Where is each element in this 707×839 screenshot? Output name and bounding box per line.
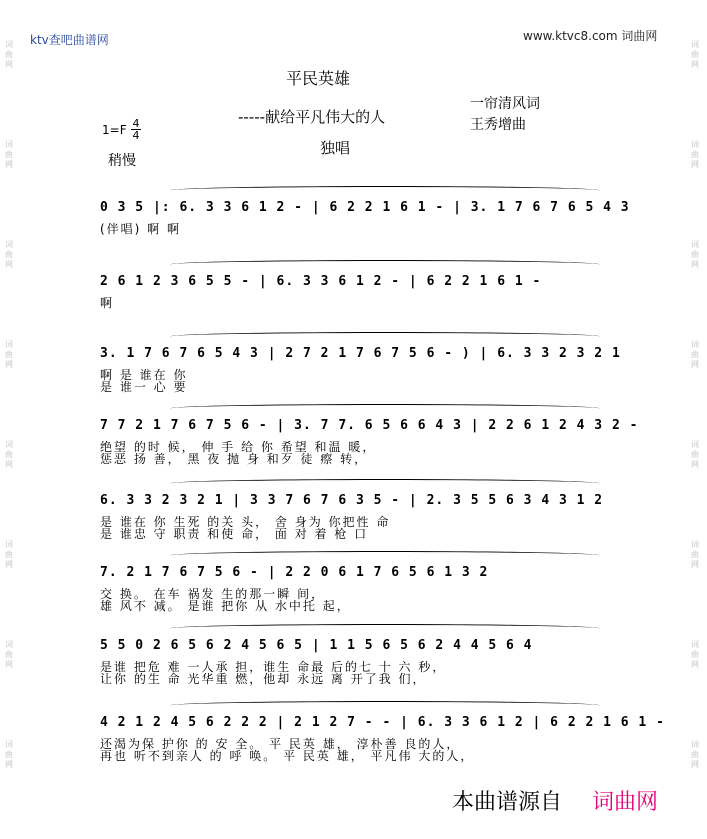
watermark-text: 词 曲 网 (691, 240, 699, 269)
watermark-text: 词 曲 网 (691, 140, 699, 169)
watermark-text: 词 曲 网 (5, 440, 13, 469)
notation-line: 7. 2 1 7 6 7 5 6 - | 2 2 0 6 1 7 6 5 6 1 3 2 (100, 565, 489, 580)
performance-type: 独唱 (320, 139, 351, 157)
slur (170, 624, 600, 633)
lyrics-line-2: 惩恶 扬 善， 黑 夜 抛 身 和歹 徒 瘵 转， (100, 452, 369, 466)
lyrics-line-1: 交 换。 在车 祸发 生的那一瞬 间， (100, 587, 326, 601)
watermark-text: 词 曲 网 (5, 540, 13, 569)
meter-top: 4 (132, 117, 140, 130)
lyrics-line-2: 是 谁一 心 要 (100, 380, 188, 394)
lyrics-line-1: 还渴为保 护你 的 安 全。 平 民英 雄， 淳朴善 良的人， (100, 737, 461, 751)
source-label: 本曲谱源自 (452, 790, 563, 815)
lyrics-line-1: 是 谁在 你 生死 的关 头， 舍 身为 你把性 命 (100, 515, 391, 529)
lyrics-line-1: (伴唱) 啊 啊 (100, 222, 181, 236)
tempo-marking: 稍慢 (108, 153, 136, 169)
slur (170, 551, 600, 560)
song-subtitle: -----献给平凡伟大的人 (238, 108, 386, 126)
notation-line: 4 2 1 2 4 5 6 2 2 2 | 2 1 2 7 - - | 6. 3 3 6 1 2 | 6 2 2 1 6 1 - (100, 715, 665, 730)
watermark-text: 词 曲 网 (691, 740, 699, 769)
watermark-text: 词 曲 网 (691, 540, 699, 569)
notation-line: 5 5 0 2 6 5 6 2 4 5 6 5 | 1 1 5 6 5 6 2 4 4 5 6 4 (100, 638, 533, 653)
composer-credit: 王秀增曲 (470, 117, 526, 133)
notation-line: 3. 1 7 6 7 6 5 4 3 | 2 7 2 1 7 6 7 5 6 - ) | 6. 3 3 2 3 2 1 (100, 346, 621, 361)
notation-line: 2 6 1 2 3 6 5 5 - | 6. 3 3 6 1 2 - | 6 2 2 1 6 1 - (100, 274, 542, 289)
song-title: 平民英雄 (286, 69, 351, 88)
watermark-text: 词 曲 网 (691, 40, 699, 69)
watermark-text: 词 曲 网 (691, 440, 699, 469)
lyrics-line-1: 啊 (100, 296, 115, 310)
watermark-text: 词 曲 网 (691, 640, 699, 669)
watermark-text: 词 曲 网 (5, 740, 13, 769)
watermark-text: 词 曲 网 (5, 140, 13, 169)
lyrics-line-2: 雄 风不 减。 是谁 把你 从 水中托 起， (100, 599, 351, 613)
site-right-label: www.ktvc8.com 词曲网 (523, 29, 658, 43)
slur (170, 479, 600, 488)
notation-line: 0 3 5 |: 6. 3 3 6 1 2 - | 6 2 2 1 6 1 - | 3. 1 7 6 7 6 5 4 3 (100, 200, 630, 215)
watermark-text: 词 曲 网 (5, 240, 13, 269)
watermark-text: 词 曲 网 (5, 40, 13, 69)
site-left-label: ktv查吧曲谱网 (30, 33, 109, 47)
lyricist-credit: 一帘清风词 (470, 96, 540, 112)
time-signature (131, 118, 141, 141)
notation-line: 7 7 2 1 7 6 7 5 6 - | 3. 7 7. 6 5 6 6 4 3 | 2 2 6 1 2 4 3 2 - (100, 418, 639, 433)
slur (170, 701, 600, 710)
meter-bottom: 4 (132, 129, 140, 142)
lyrics-line-1: 是谁 把危 难 一人承 担，谁生 命最 后的七 十 六 秒， (100, 660, 447, 674)
watermark-text: 词 曲 网 (5, 340, 13, 369)
slur (170, 404, 600, 413)
brand-label: 词曲网 (592, 790, 659, 815)
lyrics-line-2: 再也 听不到亲人 的 呼 唤。 平 民英 雄， 平凡伟 大的人， (100, 749, 475, 763)
watermark-text: 词 曲 网 (5, 640, 13, 669)
slur (170, 260, 600, 269)
key-signature: 1=F (102, 123, 127, 137)
slur (170, 332, 600, 341)
lyrics-line-2: 让你 的生 命 光华重 燃，他却 永远 离 开了我 们， (100, 672, 427, 686)
lyrics-line-1: 绝望 的时 候， 伸 手 给 你 希望 和温 暖， (100, 440, 377, 454)
watermark-text: 词 曲 网 (691, 340, 699, 369)
slur (170, 186, 600, 195)
notation-line: 6. 3 3 2 3 2 1 | 3 3 7 6 7 6 3 5 - | 2. 3 5 5 6 3 4 3 1 2 (100, 493, 604, 508)
lyrics-line-1: 啊 是 谁在 你 (100, 368, 188, 382)
lyrics-line-2: 是 谁忠 守 职责 和使 命， 面 对 着 枪 口 (100, 527, 369, 541)
